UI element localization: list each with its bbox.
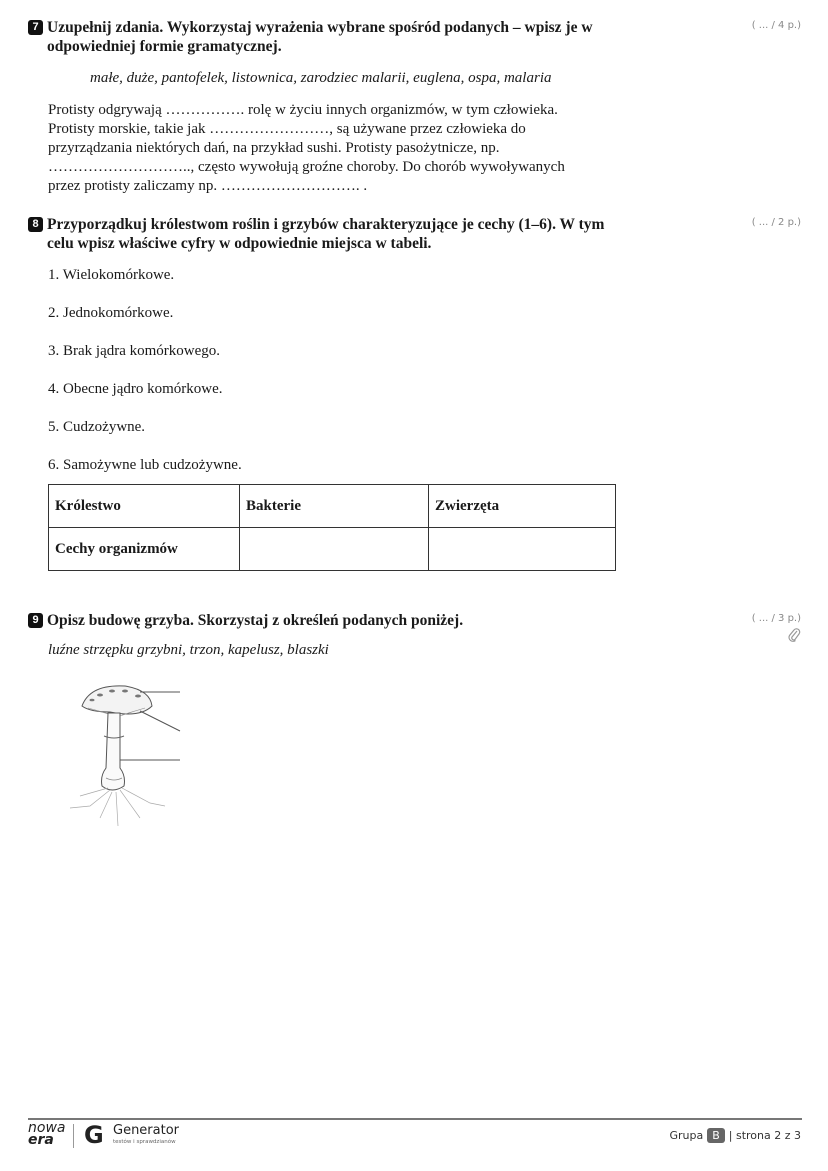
generator-title: Generator [113, 1123, 180, 1138]
task-9-word-bank: luźne strzępku grzybni, trzon, kapelusz, blaszki [48, 642, 329, 658]
generator-g-icon: G [84, 1121, 104, 1149]
feature-item: 1. Wielokomórkowe. [48, 267, 175, 283]
task-8-feature-list [48, 265, 628, 493]
group-label: Grupa [669, 1129, 704, 1142]
task-number-badge: 9 [28, 613, 43, 628]
table-row [49, 528, 616, 571]
task-8-header [28, 215, 628, 253]
generator-subtitle: testów i sprawdzianów [113, 1139, 176, 1145]
logo-text-line2: era [28, 1132, 54, 1148]
header-cell: Bakterie [240, 485, 429, 528]
answer-cell-bakterie[interactable] [240, 528, 429, 571]
logo-text-line1: nowa [28, 1120, 66, 1136]
answer-cell-zwierzeta[interactable] [429, 528, 616, 571]
feature-item: 5. Cudzożywne. [48, 419, 146, 435]
task-7-header [28, 18, 628, 56]
feature-item: 6. Samożywne lub cudzożywne. [48, 457, 242, 473]
mushroom-diagram [50, 678, 190, 828]
group-badge: B [707, 1128, 725, 1143]
fill-line[interactable]: Protisty odgrywają ……………. rolę w życiu innych organizmów, w tym człowieka. [48, 102, 558, 118]
feature-item: 2. Jednokomórkowe. [48, 305, 174, 321]
page-number: | strona 2 z 3 [728, 1129, 801, 1142]
kingdom-table [48, 484, 616, 571]
fill-line[interactable]: Protisty morskie, takie jak ……………………, są używane przez człowieka do [48, 121, 526, 137]
task-7 [28, 18, 628, 196]
page-info [669, 1128, 801, 1143]
task-8-title: Przyporządkuj królestwom roślin i grzybów charakteryzujące je cechy (1–6). W tym celu wpisz właściwe cyfry w odpowiednie miejsca w tabeli. [47, 216, 605, 252]
paperclip-icon[interactable] [787, 627, 801, 648]
task-number-badge: 8 [28, 217, 43, 232]
fill-line[interactable]: przez protisty zaliczamy np. ………………………. . [48, 178, 368, 194]
feature-item: 3. Brak jądra komórkowego. [48, 343, 221, 359]
task-9-title: Opisz budowę grzyba. Skorzystaj z określeń podanych poniżej. [47, 612, 464, 629]
task-7-points: ( ... / 4 p.) [751, 20, 801, 31]
task-9 [28, 611, 628, 659]
task-number-badge: 7 [28, 20, 43, 35]
fill-line: przyrządzania niektórych dań, na przykład sushi. Protisty pasożytnicze, np. [48, 140, 500, 156]
row-label: Cechy organizmów [49, 528, 240, 571]
header-cell: Królestwo [49, 485, 240, 528]
task-9-header [28, 611, 628, 630]
task-7-title: Uzupełnij zdania. Wykorzystaj wyrażenia wybrane spośród podanych – wpisz je w odpowiedniej formie gramatycznej. [47, 19, 593, 55]
nowa-era-logo [28, 1122, 65, 1146]
task-9-points: ( ... / 3 p.) [751, 613, 801, 624]
footer-divider [28, 1118, 802, 1120]
task-7-word-bank: małe, duże, pantofelek, listownica, zarodziec malarii, euglena, ospa, malaria [90, 70, 552, 86]
task-8 [28, 215, 628, 493]
table-header-row [49, 485, 616, 528]
header-cell: Zwierzęta [429, 485, 616, 528]
feature-item: 4. Obecne jądro komórkowe. [48, 381, 223, 397]
task-8-points: ( ... / 2 p.) [751, 217, 801, 228]
task-7-text [48, 101, 628, 196]
fill-line[interactable]: ……………………….., często wywołują groźne choroby. Do chorób wywoływanych [48, 159, 565, 175]
logo-separator [73, 1124, 74, 1148]
